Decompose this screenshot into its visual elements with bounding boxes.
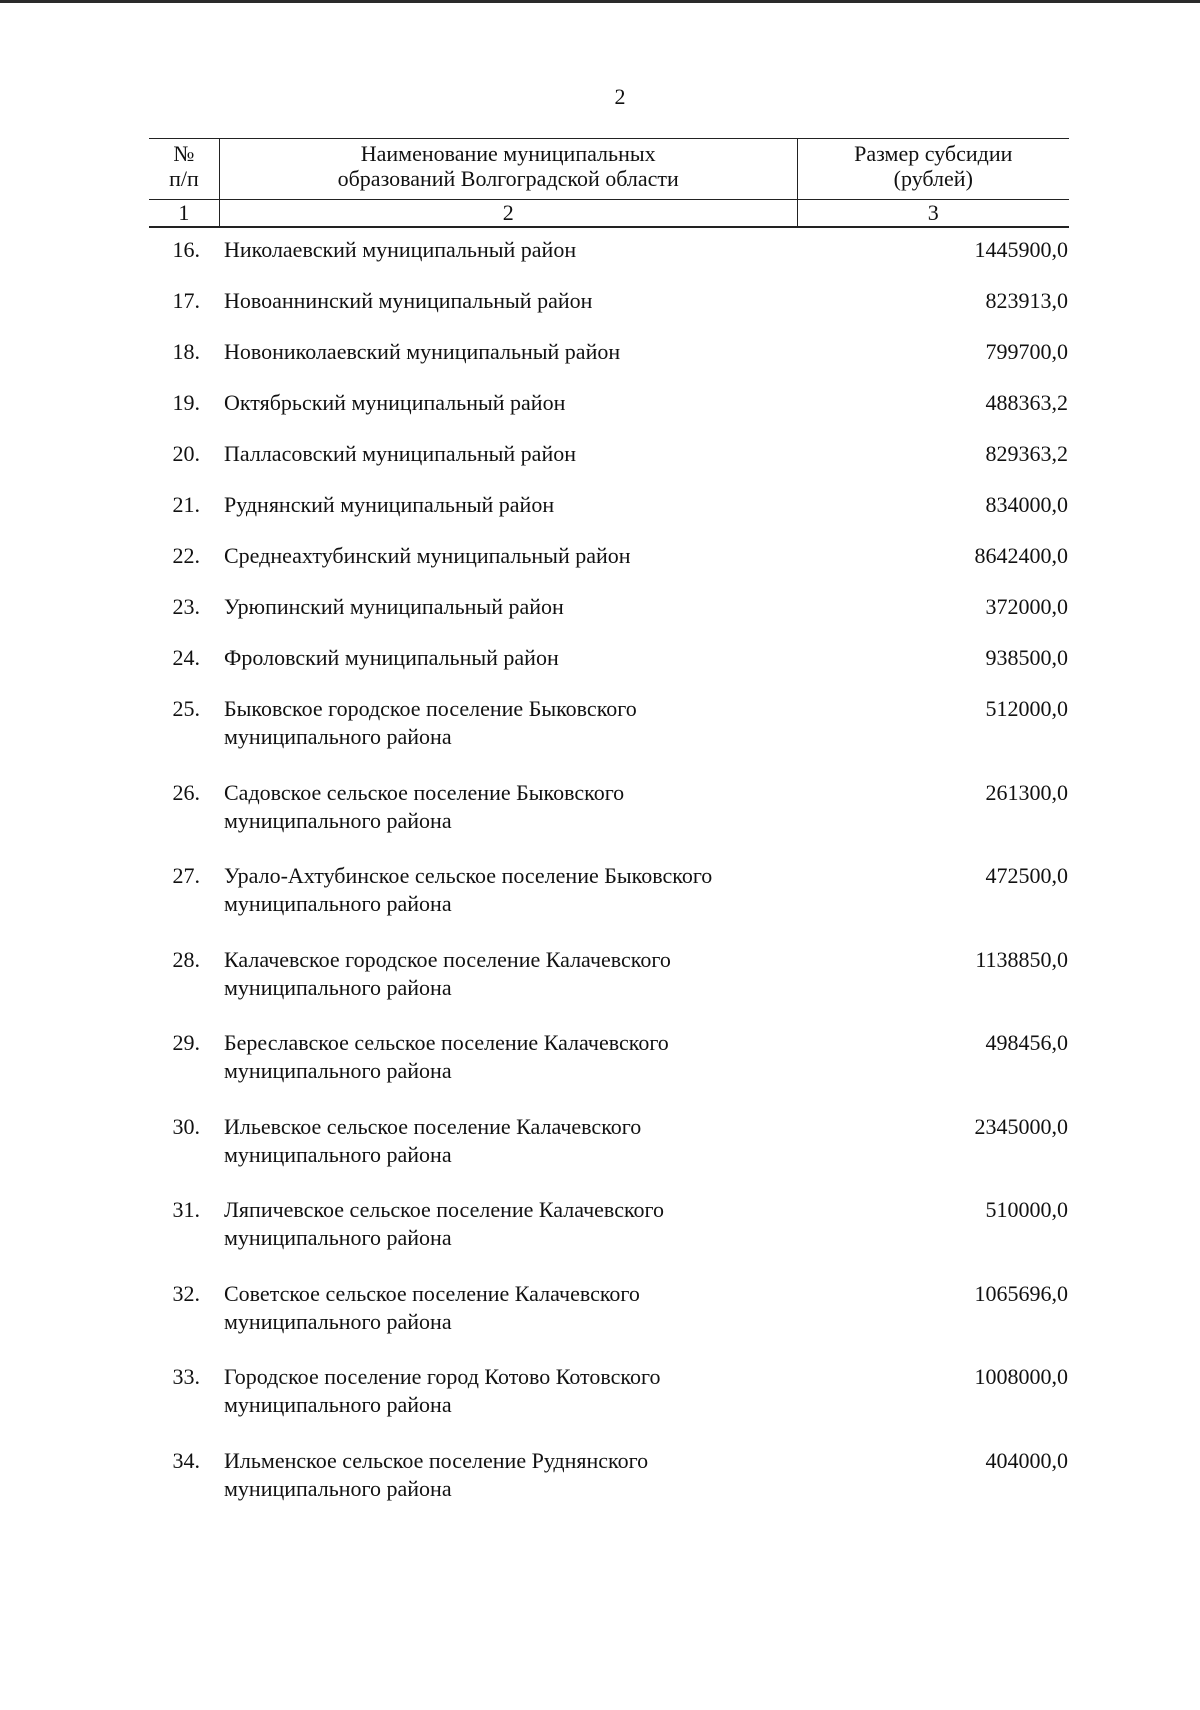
row-amount: 1065696,0 <box>974 1280 1068 1306</box>
header-amount-line1: Размер субсидии <box>854 141 1013 166</box>
column-number-2: 2 <box>219 200 797 228</box>
row-amount: 834000,0 <box>985 492 1068 517</box>
row-amount: 938500,0 <box>985 645 1068 670</box>
row-number: 16. <box>172 237 200 262</box>
row-name <box>224 1447 804 1503</box>
row-number: 25. <box>172 696 200 721</box>
row-name <box>224 1113 804 1169</box>
row-name <box>224 946 804 1002</box>
row-name-line: Новониколаевский муниципальный район <box>224 339 621 364</box>
row-name <box>224 1029 804 1085</box>
row-number: 24. <box>172 645 200 670</box>
row-number: 23. <box>172 594 200 619</box>
row-amount: 2345000,0 <box>974 1113 1068 1139</box>
row-name <box>224 779 804 835</box>
row-amount: 1138850,0 <box>975 946 1068 972</box>
row-name-line: муниципального района <box>224 1475 452 1501</box>
scan-edge <box>0 0 1200 3</box>
row-number: 28. <box>172 946 200 972</box>
row-name <box>224 287 804 315</box>
row-amount: 799700,0 <box>985 339 1068 364</box>
row-number: 22. <box>172 543 200 568</box>
row-amount: 8642400,0 <box>974 543 1068 568</box>
row-name-line: муниципального района <box>224 1141 452 1167</box>
row-name-line: муниципального района <box>224 807 452 833</box>
row-name <box>224 1196 804 1252</box>
row-name-line: Ильменское сельское поселение Руднянского <box>224 1447 649 1473</box>
row-name <box>224 593 804 621</box>
row-number: 29. <box>172 1030 200 1055</box>
row-amount: 488363,2 <box>985 390 1068 415</box>
row-amount: 498456,0 <box>985 1030 1068 1055</box>
row-name <box>224 338 804 366</box>
row-amount: 261300,0 <box>985 779 1068 805</box>
row-name-line: Фроловский муниципальный район <box>224 645 559 670</box>
header-number-line2: п/п <box>169 166 199 191</box>
table-header <box>149 138 1069 228</box>
row-amount: 1008000,0 <box>974 1364 1068 1389</box>
header-amount-line2: (рублей) <box>893 166 973 191</box>
row-amount: 472500,0 <box>985 863 1068 888</box>
row-name-line: муниципального района <box>224 1392 452 1417</box>
row-name-line: муниципального района <box>224 1308 452 1334</box>
header-number-line1: № <box>173 141 195 166</box>
row-amount: 829363,2 <box>985 441 1068 466</box>
row-name-line: Калачевское городское поселение Калачевского <box>224 946 671 972</box>
row-name <box>224 695 804 751</box>
row-name <box>224 542 804 570</box>
row-name-line: Садовское сельское поселение Быковского <box>224 779 625 805</box>
header-name-line1: Наименование муниципальных <box>360 141 656 166</box>
row-amount: 512000,0 <box>985 696 1068 721</box>
row-amount: 372000,0 <box>985 594 1068 619</box>
row-name-line: Береславское сельское поселение Калачевского <box>224 1030 669 1055</box>
row-number: 31. <box>172 1197 200 1222</box>
row-number: 27. <box>172 863 200 888</box>
row-number: 21. <box>172 492 200 517</box>
row-name <box>224 1280 804 1336</box>
row-name-line: Быковское городское поселение Быковского <box>224 696 637 721</box>
row-name <box>224 644 804 672</box>
row-name-line: муниципального района <box>224 724 452 749</box>
row-amount: 510000,0 <box>985 1197 1068 1222</box>
row-number: 18. <box>172 339 200 364</box>
header-number <box>149 139 219 200</box>
row-number: 33. <box>172 1364 200 1389</box>
row-name-line: Николаевский муниципальный район <box>224 237 577 262</box>
row-name-line: Руднянский муниципальный район <box>224 492 555 517</box>
row-name-line: Палласовский муниципальный район <box>224 441 576 466</box>
row-name-line: Советское сельское поселение Калачевского <box>224 1280 640 1306</box>
row-number: 26. <box>172 779 200 805</box>
row-amount: 1445900,0 <box>974 237 1068 262</box>
row-name <box>224 389 804 417</box>
row-name-line: Урюпинский муниципальный район <box>224 594 564 619</box>
row-name <box>224 1363 804 1419</box>
row-name-line: муниципального района <box>224 974 452 1000</box>
header-name-line2: образований Волгоградской области <box>337 166 679 191</box>
row-name-line: муниципального района <box>224 1225 452 1250</box>
row-name <box>224 862 804 918</box>
column-number-1: 1 <box>149 200 219 228</box>
row-name-line: муниципального района <box>224 891 452 916</box>
row-name-line: Октябрьский муниципальный район <box>224 390 566 415</box>
column-number-3: 3 <box>797 200 1069 228</box>
row-name-line: Новоаннинский муниципальный район <box>224 288 593 313</box>
row-number: 30. <box>172 1113 200 1139</box>
row-amount: 823913,0 <box>985 288 1068 313</box>
row-name <box>224 440 804 468</box>
row-name-line: Ильевское сельское поселение Калачевского <box>224 1113 642 1139</box>
row-number: 19. <box>172 390 200 415</box>
row-name <box>224 236 804 264</box>
row-name-line: Городское поселение город Котово Котовского <box>224 1364 661 1389</box>
header-name <box>219 139 797 200</box>
row-name-line: Ляпичевское сельское поселение Калачевского <box>224 1197 664 1222</box>
row-number: 32. <box>172 1280 200 1306</box>
row-name-line: Урало-Ахтубинское сельское поселение Быковского <box>224 863 713 888</box>
header-amount <box>797 139 1069 200</box>
row-name <box>224 491 804 519</box>
page-number: 2 <box>614 84 626 109</box>
row-name-line: Среднеахтубинский муниципальный район <box>224 543 631 568</box>
row-number: 20. <box>172 441 200 466</box>
row-name-line: муниципального района <box>224 1058 452 1083</box>
row-number: 34. <box>172 1447 200 1473</box>
row-number: 17. <box>172 288 200 313</box>
row-amount: 404000,0 <box>985 1447 1068 1473</box>
